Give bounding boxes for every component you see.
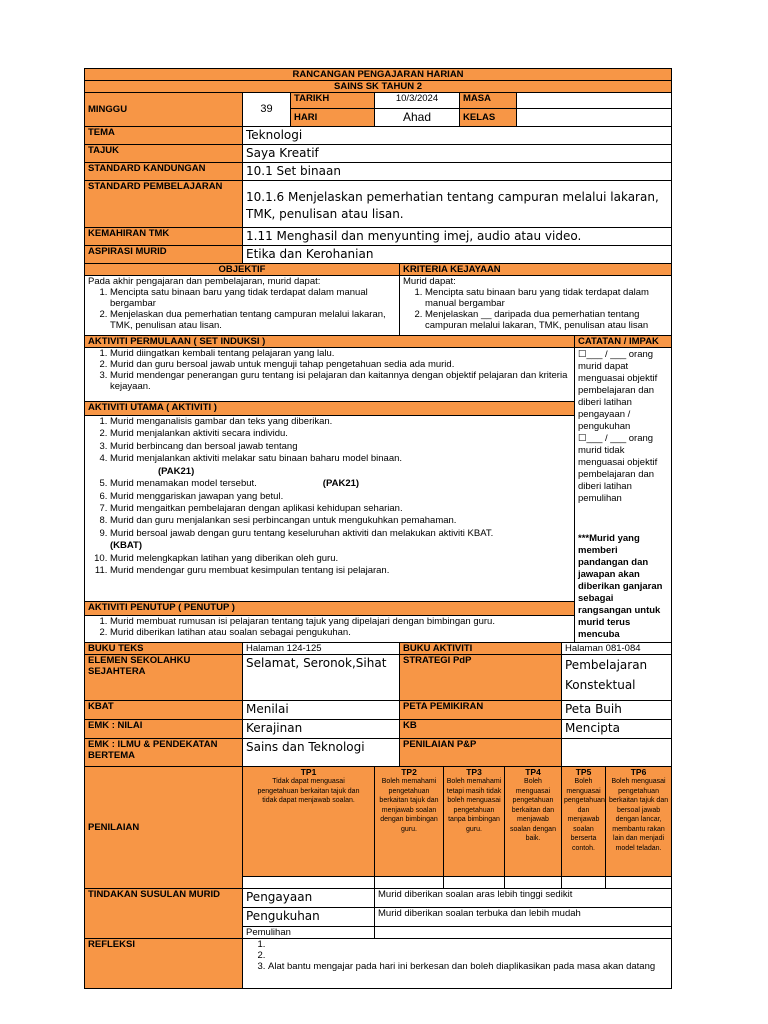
buku-teks-value[interactable]: Halaman 124-125 [243,643,400,655]
objektif-content [85,276,400,336]
masa-label: MASA [460,93,517,109]
tema-label: TEMA [85,127,243,145]
utama-item: 2. Murid menjalankan aktiviti secara individu. [110,428,571,440]
strategi-label: STRATEGI PdP [400,655,562,701]
tindakan-pengukuhan-desc: Murid diberikan soalan terbuka dan lebih mudah [375,908,672,927]
tp4-desc: Boleh menguasai pengetahuan berkaitan dan menjawab soalan dengan baik. [510,778,556,842]
kb-value[interactable]: Mencipta [562,720,672,739]
tindakan-pengayaan-desc: Murid diberikan soalan aras lebih tinggi sedikit [375,889,672,908]
tarikh-value[interactable]: 10/3/2024 [375,93,460,109]
utama-item: 11. Murid mendengar guru membuat kesimpulan tentang isi pelajaran. [110,565,571,577]
tajuk-value[interactable]: Saya Kreatif [243,145,672,163]
kriteria-heading: KRITERIA KEJAYAAN [400,264,672,276]
utama-item: 7. Murid mengaitkan pembelajaran dengan aplikasi kehidupan seharian. [110,503,571,515]
tema-value[interactable]: Teknologi [243,127,672,145]
tindakan-pengukuhan[interactable]: Pengukuhan [243,908,375,927]
hari-value[interactable]: Ahad [375,109,460,127]
kbat-value[interactable]: Menilai [243,701,400,720]
standard-kandungan-value[interactable]: 10.1 Set binaan [243,163,672,181]
tp1-mark[interactable] [243,877,375,889]
tp4-mark[interactable] [505,877,562,889]
utama-content [85,416,575,602]
page-subtitle: SAINS SK TAHUN 2 [85,81,672,93]
tp5-cell[interactable] [562,767,606,877]
kemahiran-tmk-value[interactable]: 1.11 Menghasil dan menyunting imej, audio atau video. [243,228,672,246]
masa-value[interactable] [517,93,672,109]
utama-item: 1. Murid menganalisis gambar dan teks yang diberikan. [110,416,571,428]
standard-pembelajaran-value[interactable]: 10.1.6 Menjelaskan pemerhatian tentang campuran melalui lakaran, TMK, penulisan atau lisan. [243,181,672,228]
kelas-value[interactable] [517,109,672,127]
emk-nilai-value[interactable]: Kerajinan [243,720,400,739]
tp1-desc: Tidak dapat menguasai pengetahuan berkaitan tajuk dan tidak dapat menjawab soalan. [257,778,360,804]
tp3-cell[interactable] [444,767,505,877]
tindakan-label: TINDAKAN SUSULAN MURID [85,889,243,939]
tp5-mark[interactable] [562,877,606,889]
utama-heading: AKTIVITI UTAMA ( AKTIVITI ) [85,402,575,416]
tp2-cell[interactable] [375,767,444,877]
kriteria-item: 1. Mencipta satu binaan baru yang tidak terdapat dalam manual bergambar [425,287,668,309]
elemen-value[interactable]: Selamat, Seronok,Sihat [243,655,400,701]
tp4-label: TP4 [525,767,541,777]
tp2-label: TP2 [401,767,417,777]
refleksi-item[interactable] [268,950,668,961]
minggu-value[interactable]: 39 [243,93,291,127]
objektif-item: 2. Menjelaskan dua pemerhatian tentang campuran melalui lakaran, TMK, penulisan atau lisan. [110,309,396,331]
kriteria-content [400,276,672,336]
utama-item: 6. Murid menggariskan jawapan yang betul. [110,491,571,503]
aspirasi-murid-label: ASPIRASI MURID [85,246,243,264]
penilaian-pp-label: PENILAIAN P&P [400,739,562,767]
objektif-intro: Pada akhir pengajaran dan pembelajaran, murid dapat: [88,276,321,287]
kbat-label: KBAT [85,701,243,720]
penilaian-label: PENILAIAN [85,767,243,889]
tp6-mark[interactable] [606,877,672,889]
buku-teks-label: BUKU TEKS [85,643,243,655]
catatan-mastered: ☐___ / ___ orang murid dapat menguasai objektif pembelajaran dan diberi latihan pengayaan / pengukuhan [578,349,658,432]
tp1-label: TP1 [300,767,317,777]
standard-pembelajaran-label: STANDARD PEMBELAJARAN [85,181,243,228]
emk-ilmu-label: EMK : ILMU & PENDEKATAN BERTEMA [85,739,243,767]
buku-aktiviti-label: BUKU AKTIVITI [400,643,562,655]
kb-label: KB [400,720,562,739]
tp3-desc: Boleh memahami tetapi masih tidak boleh menguasai pengetahuan tanpa bimbingan guru. [446,778,502,833]
refleksi-label: REFLEKSI [85,939,243,989]
emk-ilmu-value[interactable]: Sains dan Teknologi [243,739,400,767]
tp3-mark[interactable] [444,877,505,889]
kelas-label: KELAS [460,109,517,127]
lesson-plan-table [84,68,672,989]
lesson-plan-sheet [84,68,671,989]
utama-item: 10. Murid melengkapkan latihan yang diberikan oleh guru. [110,553,571,565]
utama-item: 5. Murid menamakan model tersebut. (PAK21) [110,478,571,490]
pak21-tag: (PAK21) [322,478,360,490]
penutup-item: 1. Murid membuat rumusan isi pelajaran tentang tajuk yang dipelajari dengan bimbingan guru. [110,616,571,627]
tindakan-pemulihan-desc [375,927,672,939]
tajuk-label: TAJUK [85,145,243,163]
tindakan-pemulihan[interactable]: Pemulihan [243,927,375,939]
refleksi-item[interactable]: 3. Alat bantu mengajar pada hari ini berkesan dan boleh diaplikasikan pada masa akan datang [268,961,668,972]
kbat-tag: (KBAT) [110,540,143,552]
utama-item: 9. Murid bersoal jawab dengan guru tentang keseluruhan aktiviti dan melakukan aktiviti KBAT. [110,528,571,540]
kemahiran-tmk-label: KEMAHIRAN TMK [85,228,243,246]
penilaian-pp-value[interactable] [562,739,672,767]
tarikh-label: TARIKH [291,93,375,109]
kriteria-item: 2. Menjelaskan __ daripada dua pemerhatian tentang campuran melalui lakaran, TMK, penulisan atau lisan [425,309,668,331]
pak21-tag: (PAK21) [158,465,195,477]
tp4-cell[interactable] [505,767,562,877]
tindakan-pengayaan[interactable]: Pengayaan [243,889,375,908]
strategi-value[interactable]: Pembelajaran Konstektual [562,655,672,701]
penutup-heading: AKTIVITI PENUTUP ( PENUTUP ) [85,602,575,616]
tp6-desc: Boleh menguasai pengetahuan berkaitan tajuk dan bersoal jawab dengan lancar, membantu rakan lain dan menjadi model teladan. [608,778,669,852]
standard-kandungan-label: STANDARD KANDUNGAN [85,163,243,181]
buku-aktiviti-value[interactable]: Halaman 081-084 [562,643,672,655]
penutup-content [85,615,575,642]
catatan-heading: CATATAN / IMPAK [575,336,672,348]
refleksi-content [243,939,672,989]
objektif-item: 1. Mencipta satu binaan baru yang tidak terdapat dalam manual bergambar [110,287,396,309]
kriteria-intro: Murid dapat: [403,276,456,287]
minggu-label: MINGGU [85,93,243,127]
tp2-desc: Boleh memahami pengetahuan berkaitan tajuk dan menjawab soalan dengan bimbingan guru. [379,778,439,833]
refleksi-item[interactable] [268,939,668,950]
emk-nilai-label: EMK : NILAI [85,720,243,739]
elemen-label: ELEMEN SEKOLAHKU SEJAHTERA [85,655,243,701]
utama-item: 3. Murid berbincang dan bersoal jawab tentang [110,441,571,453]
permulaan-heading: AKTIVITI PERMULAAN ( SET INDUKSI ) [85,336,575,348]
catatan-note: ***Murid yang memberi pandangan dan jawapan akan diberikan ganjaran sebagai rangsangan untuk murid terus mencuba [578,533,663,640]
tp6-label: TP6 [630,767,647,777]
tp6-cell[interactable] [606,767,672,877]
catatan-not-mastered: ☐___ / ___ orang murid tidak menguasai objektif pembelajaran dan diberi latihan pemulihan [578,433,658,504]
permulaan-item: 2. Murid dan guru bersoal jawab untuk menguji tahap pengetahuan sedia ada murid. [110,359,571,370]
tp3-label: TP3 [466,767,482,777]
aspirasi-murid-value[interactable]: Etika dan Kerohanian [243,246,672,264]
permulaan-content [85,348,575,402]
permulaan-item: 1. Murid diingatkan kembali tentang pelajaran yang lalu. [110,348,571,359]
tp5-label: TP5 [575,767,592,777]
peta-pemikiran-value[interactable]: Peta Buih [562,701,672,720]
permulaan-item: 3. Murid mendengar penerangan guru tentang isi pelajaran dan kaitannya dengan objektif pelajaran dan kriteria kejayaan. [110,370,571,392]
tp1-cell[interactable] [243,767,375,877]
tp5-desc: Boleh menguasai pengetahuan dan menjawab soalan berserta contoh. [564,778,605,852]
tp2-mark[interactable] [375,877,444,889]
peta-pemikiran-label: PETA PEMIKIRAN [400,701,562,720]
hari-label: HARI [291,109,375,127]
page-title: RANCANGAN PENGAJARAN HARIAN [85,69,672,81]
utama-item: 4. Murid menjalankan aktiviti melakar satu binaan baharu model binaan. [110,453,571,465]
utama-item: 8. Murid dan guru menjalankan sesi perbincangan untuk mengukuhkan pemahaman. [110,515,571,527]
penutup-item: 2. Murid diberikan latihan atau soalan sebagai pengukuhan. [110,627,571,638]
catatan-content [575,348,672,643]
objektif-heading: OBJEKTIF [85,264,400,276]
